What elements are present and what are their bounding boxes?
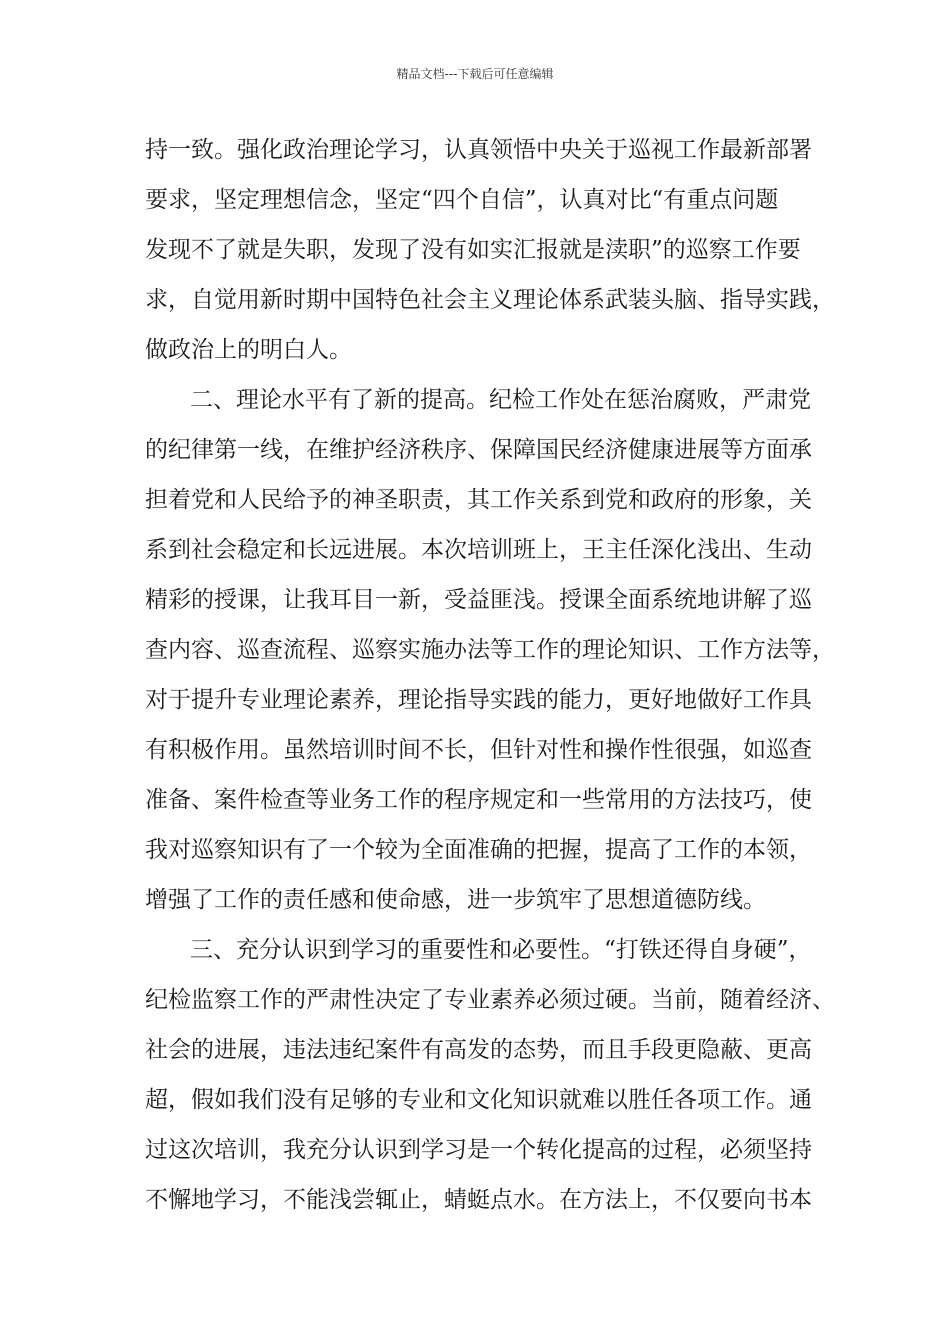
text-line: 增强了工作的责任感和使命感，进一步筑牢了思想道德防线。 <box>145 887 766 913</box>
text-line: 精彩的授课，让我耳目一新，受益匪浅。授课全面系统地讲解了巡 <box>145 587 812 613</box>
text-line: 社会的进展，违法违纪案件有高发的态势，而且手段更隐蔽、更高 <box>145 1037 812 1063</box>
text-line: 纪检监察工作的严肃性决定了专业素养必须过硬。当前，随着经济、 <box>145 987 835 1013</box>
text-line: 查内容、巡查流程、巡察实施办法等工作的理论知识、工作方法等， <box>145 637 835 663</box>
text-line: 过这次培训，我充分认识到学习是一个转化提高的过程，必须坚持 <box>145 1137 812 1163</box>
text-line: 要求，坚定理想信念，坚定“四个自信”，认真对比“有重点问题 <box>145 187 779 213</box>
text-line: 做政治上的明白人。 <box>145 337 352 363</box>
text-line: 超，假如我们没有足够的专业和文化知识就难以胜任各项工作。通 <box>145 1087 812 1113</box>
text-line: 发现不了就是失职，发现了没有如实汇报就是渎职”的巡察工作要 <box>145 237 801 263</box>
text-line: 持一致。强化政治理论学习，认真领悟中央关于巡视工作最新部署 <box>145 137 812 163</box>
text-line: 有积极作用。虽然培训时间不长，但针对性和操作性很强，如巡查 <box>145 737 812 763</box>
text-line: 我对巡察知识有了一个较为全面准确的把握，提高了工作的本领， <box>145 837 812 863</box>
page-header: 精品文档---下载后可任意编辑 <box>396 67 554 81</box>
text-line: 求，自觉用新时期中国特色社会主义理论体系武装头脑、指导实践， <box>145 287 835 313</box>
text-line: 担着党和人民给予的神圣职责，其工作关系到党和政府的形象，关 <box>145 487 812 513</box>
paragraph-start-line: 三、充分认识到学习的重要性和必要性。“打铁还得自身硬”， <box>190 937 812 963</box>
text-line: 准备、案件检查等业务工作的程序规定和一些常用的方法技巧，使 <box>145 787 812 813</box>
text-line: 不懈地学习，不能浅尝辄止，蜻蜓点水。在方法上，不仅要向书本 <box>145 1187 812 1213</box>
text-line: 系到社会稳定和长远进展。本次培训班上，王主任深化浅出、生动 <box>145 537 812 563</box>
paragraph-start-line: 二、理论水平有了新的提高。纪检工作处在惩治腐败，严肃党 <box>190 387 811 413</box>
text-line: 的纪律第一线，在维护经济秩序、保障国民经济健康进展等方面承 <box>145 437 812 463</box>
text-line: 对于提升专业理论素养，理论指导实践的能力，更好地做好工作具 <box>145 687 812 713</box>
